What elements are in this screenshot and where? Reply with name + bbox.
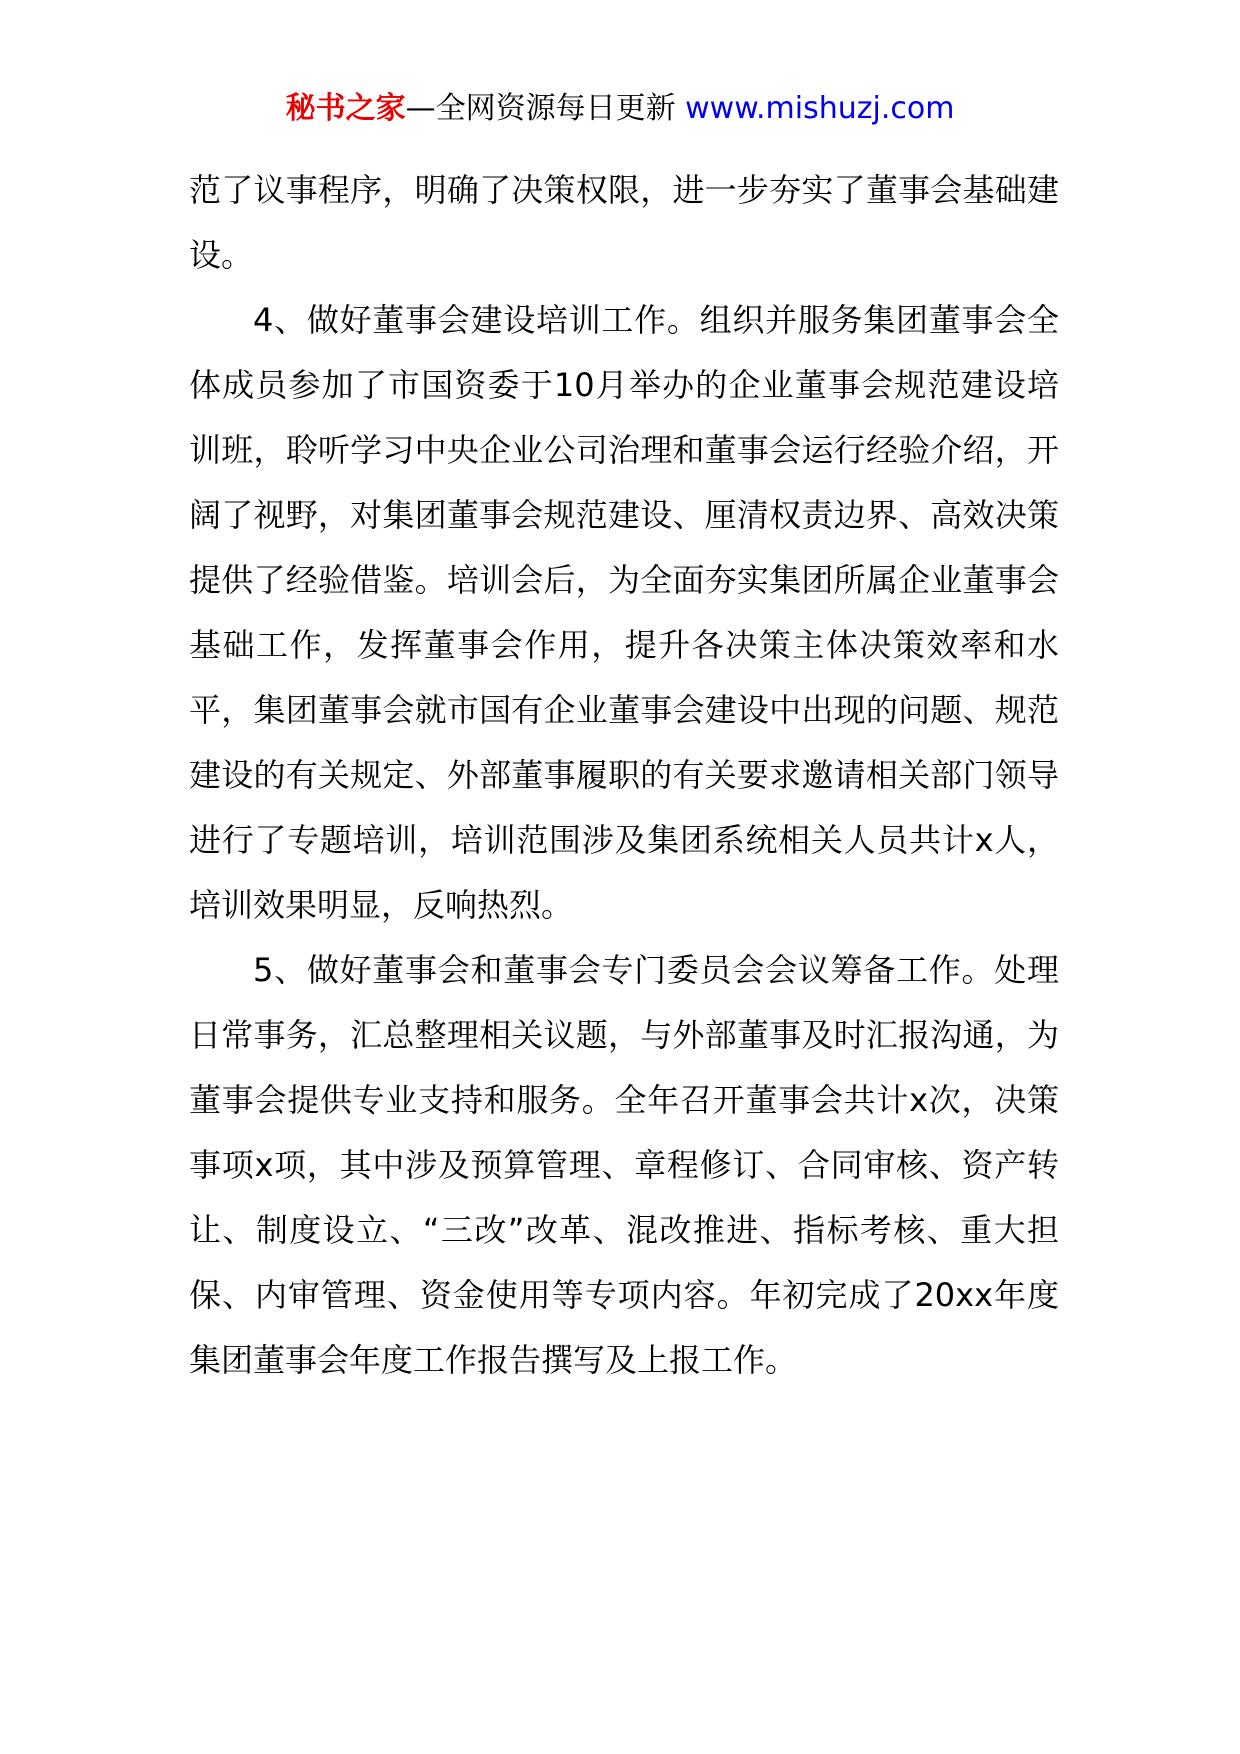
paragraph-item-5: 5、做好董事会和董事会专门委员会会议筹备工作。处理日常事务，汇总整理相关议题，与外部董事及时汇报沟通，为董事会提供专业支持和服务。全年召开董事会共计x次，决策事项x项，其中涉及预算管理、章程修订、合同审核、资产转让、制度设立、“三改”改革、混改推进、指标考核、重大担保、内审管理、资金使用等专项内容。年初完成了20xx年度集团董事会年度工作报告撰写及上报工作。 (189, 951, 1059, 1379)
document-body (189, 158, 1059, 1393)
paragraph-continuation: 范了议事程序，明确了决策权限，进一步夯实了董事会基础建设。 (189, 171, 1059, 274)
site-brand: 秘书之家 (285, 91, 406, 126)
paragraph-item-4: 4、做好董事会建设培训工作。组织并服务集团董事会全体成员参加了市国资委于10月举办的企业董事会规范建设培训班，聆听学习中央企业公司治理和董事会运行经验介绍，开阔了视野，对集团董事会规范建设、厘清权责边界、高效决策提供了经验借鉴。培训会后，为全面夯实集团所属企业董事会基础工作，发挥董事会作用，提升各决策主体决策效率和水平，集团董事会就市国有企业董事会建设中出现的问题、规范建设的有关规定、外部董事履职的有关要求邀请相关部门领导进行了专题培训，培训范围涉及集团系统相关人员共计x人，培训效果明显，反响热烈。 (189, 301, 1059, 924)
page-header (0, 88, 1240, 130)
site-url-link[interactable]: www.mishuzj.com (685, 91, 955, 126)
site-tagline: —全网资源每日更新 (405, 91, 676, 126)
